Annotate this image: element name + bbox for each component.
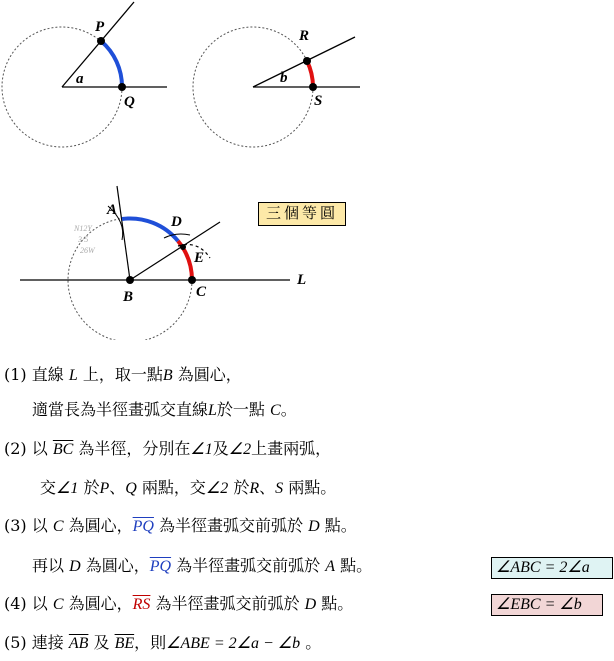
- point-p: [97, 37, 105, 45]
- step-1-line-2: 適當長為半徑畫弧交直線L於一點 C。: [32, 400, 297, 419]
- ray-a-side: [62, 2, 134, 87]
- ray-ba: [117, 186, 130, 280]
- step-4: (4) 以 C 為圓心，$\overline{RS}$ 為半徑畫弧交前弧於 D 點。: [4, 594, 354, 613]
- label-r: R: [299, 28, 310, 44]
- arc-rs: [307, 61, 313, 87]
- result-box-abc: ∠ABC = 2∠a: [491, 557, 613, 579]
- label-s: S: [314, 93, 323, 109]
- arc-pq: [101, 41, 122, 87]
- step-5: (5) 連接 $\overline{AB}$ 及 $\overline{BE}$，則∠ABE = 2∠a − ∠b 。: [4, 633, 322, 652]
- label-e-main: E: [194, 250, 205, 266]
- label-l: L: [297, 272, 307, 288]
- label-p: P: [95, 19, 105, 35]
- label-b-main: B: [123, 289, 134, 305]
- step-3-line-2: 再以 D 為圓心，$\overline{PQ}$ 為半徑畫弧交前弧於 A 點。: [32, 556, 373, 575]
- equal-circles-badge: 三個等圓: [258, 202, 346, 226]
- step-2-line-2: 交∠1 於P、Q 兩點，交∠2 於R、S 兩點。: [40, 478, 337, 497]
- step-2-line-1: (2) 以 $\overline{BC}$ 為半徑，分別在∠1及∠2上畫兩弧，: [4, 439, 332, 458]
- point-q: [118, 83, 126, 91]
- step-3-line-1: (3) 以 C 為圓心，$\overline{PQ}$ 為半徑畫弧交前弧於 D 點。: [4, 516, 357, 535]
- point-e: [180, 244, 186, 250]
- label-b: b: [280, 70, 288, 86]
- point-b: [126, 276, 134, 284]
- arc-ad: [122, 218, 178, 241]
- angle-a-figure: [2, 2, 167, 147]
- point-s: [309, 83, 317, 91]
- ray-be: [130, 222, 220, 280]
- step-1-line-1: (1) 直線 L 上，取一點B 為圓心，: [4, 365, 242, 384]
- point-c: [188, 276, 196, 284]
- label-a: a: [76, 71, 84, 87]
- faint-note-1: N12Y: [74, 224, 92, 233]
- angle-b-figure: [193, 27, 360, 147]
- point-r: [303, 57, 311, 65]
- faint-note-3: 26W: [80, 246, 95, 255]
- label-q: Q: [124, 94, 135, 110]
- label-d-main: D: [171, 214, 182, 230]
- label-a-main: A: [107, 202, 118, 218]
- result-box-ebc: ∠EBC = ∠b: [491, 594, 603, 616]
- label-c-main: C: [196, 284, 207, 300]
- faint-note-2: 3/5: [78, 235, 89, 244]
